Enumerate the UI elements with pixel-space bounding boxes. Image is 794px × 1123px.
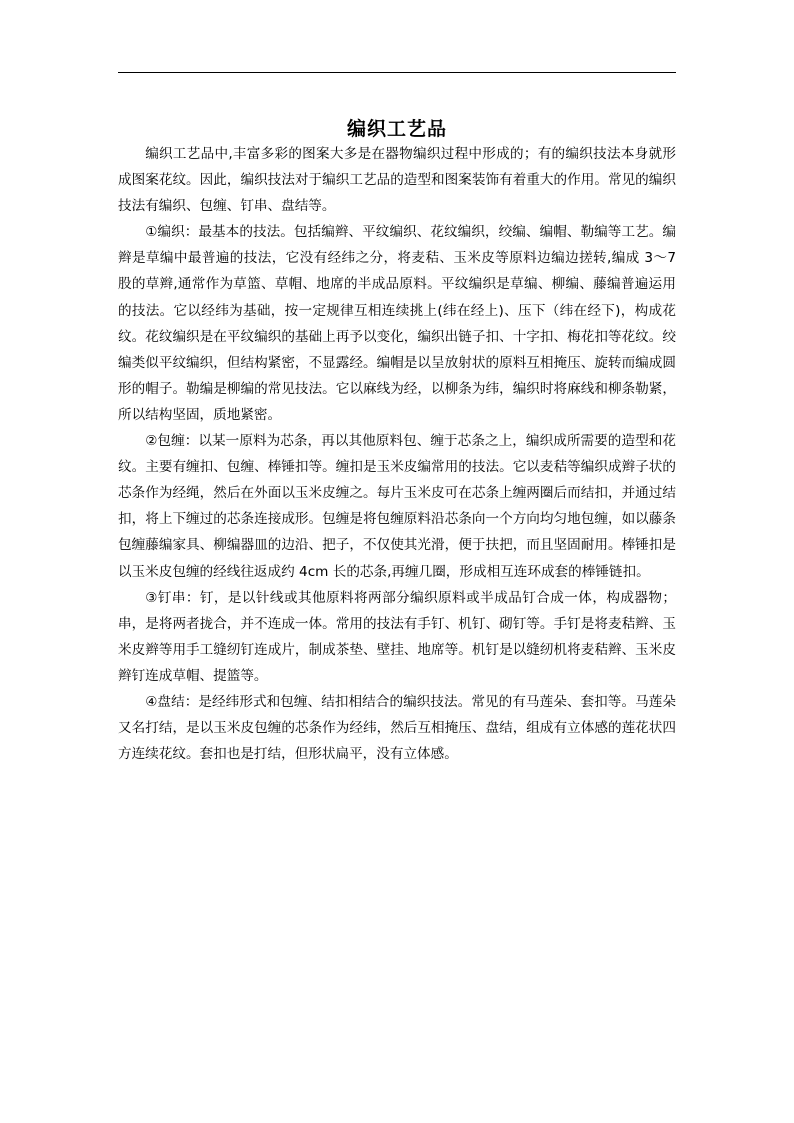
paragraph-knotting: ④盘结：是经纬形式和包缠、结扣相结合的编织技法。常见的有马莲朵、套扣等。马莲朵又名打结，是以玉米皮包缠的芯条作为经纬，然后互相掩压、盘结，组成有立体感的莲花状四方连续花纹。套扣也是打结，但形状扁平，没有立体感。 bbox=[118, 693, 676, 763]
header-rule bbox=[118, 72, 676, 73]
document-body bbox=[118, 141, 676, 767]
paragraph-wrapping: ②包缠：以某一原料为芯条，再以其他原料包、缠于芯条之上，编织成所需要的造型和花纹。主要有缠扣、包缠、棒锤扣等。缠扣是玉米皮编常用的技法。它以麦秸等编织成辫子状的芯条作为经绳，然后在外面以玉米皮缠之。每片玉米皮可在芯条上缠两圈后而结扣，并通过结扣，将上下缠过的芯条连接成形。包缠是将包缠原料沿芯条向一个方向均匀地包缠，如以藤条包缠藤编家具、柳编器皿的边沿、把子，不仅使其光滑，便于扶把，而且坚固耐用。棒锤扣是以玉米皮包缠的经线往返成约 4cm 长的芯条,再缠几圈，形成相互连环成套的棒锤链扣。 bbox=[118, 433, 676, 580]
paragraph-weaving: ①编织：最基本的技法。包括编辫、平纹编织、花纹编织，绞编、编帽、勒编等工艺。编辫是草编中最普遍的技法，它没有经纬之分，将麦秸、玉米皮等原料边编边搓转,编成 3～7 股的草辫,通常作为草篮、草帽、地席的半成品原料。平纹编织是草编、柳编、藤编普遍运用的技法。它以经纬为基础，按一定规律互相连续挑上(纬在经上)、压下（纬在经下)，构成花纹。花纹编织是在平纹编织的基础上再予以变化，编织出链子扣、十字扣、梅花扣等花纹。绞编类似平纹编织，但结构紧密，不显露经。编帽是以呈放射状的原料互相掩压、旋转而编成圆形的帽子。勒编是柳编的常见技法。它以麻线为经，以柳条为纬，编织时将麻线和柳条勒紧，所以结构坚固，质地紧密。 bbox=[118, 224, 676, 423]
document-title: 编织工艺品 bbox=[346, 117, 447, 140]
paragraph-intro: 编织工艺品中,丰富多彩的图案大多是在器物编织过程中形成的；有的编织技法本身就形成图案花纹。因此，编织技法对于编织工艺品的造型和图案装饰有着重大的作用。常见的编织技法有编织、包缠、钉串、盘结等。 bbox=[118, 146, 676, 215]
paragraph-stitching: ③钉串：钉，是以针线或其他原料将两部分编织原料或半成品钉合成一体，构成器物；串，是将两者拢合，并不连成一体。常用的技法有手钉、机钉、砌钉等。手钉是将麦秸辫、玉米皮辫等用手工缝纫钉连成片，制成茶垫、壁挂、地席等。机钉是以缝纫机将麦秸辫、玉米皮辫钉连成草帽、提篮等。 bbox=[118, 589, 676, 684]
